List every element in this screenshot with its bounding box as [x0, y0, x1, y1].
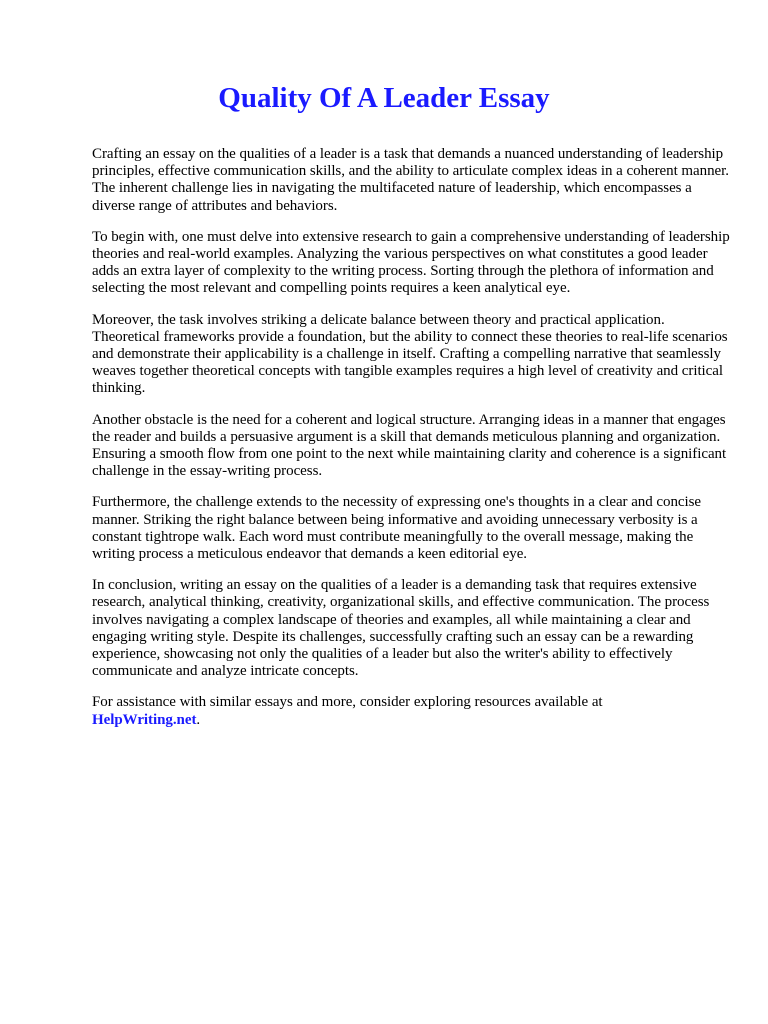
helpwriting-link[interactable]: HelpWriting.net — [92, 711, 197, 728]
closing-text: For assistance with similar essays and more, consider exploring resources available at — [92, 694, 603, 711]
essay-paragraph: Crafting an essay on the qualities of a leader is a task that demands a nuanced understanding of leadership principles, effective communication skills, and the ability to articulate complex ideas in a coherent manner. The inherent challenge lies in navigating the multifaceted nature of leadership, which encompasses a diverse range of attributes and behaviors. — [92, 146, 729, 214]
essay-paragraph: Another obstacle is the need for a coherent and logical structure. Arranging ideas in a manner that engages the reader and builds a persuasive argument is a skill that demands meticulous planning and organization. Ensuring a smooth flow from one point to the next while maintaining clarity and coherence is a significant challenge in the essay-writing process. — [92, 411, 727, 480]
essay-paragraph: To begin with, one must delve into extensive research to gain a comprehensive understanding of leadership theories and real-world examples. Analyzing the various perspectives on what constitutes a good leader adds an extra layer of complexity to the writing process. Sorting through the plethora of information and selecting the most relevant and compelling points requires a keen analytical eye. — [92, 228, 730, 297]
closing-suffix: . — [196, 711, 201, 728]
essay-paragraph: In conclusion, writing an essay on the qualities of a leader is a demanding task that requires extensive research, analytical thinking, creativity, organizational skills, and effective communication. The process involves navigating a complex landscape of theories and examples, all while maintaining a clear and engaging writing style. Despite its challenges, successfully crafting such an essay can be a rewarding experience, showcasing not only the qualities of a leader but also the writer's ability to effectively communicate and analyze intricate concepts. — [92, 577, 710, 680]
essay-paragraph: Furthermore, the challenge extends to the necessity of expressing one's thoughts in a clear and concise manner. Striking the right balance between being informative and avoiding unnecessary verbosity is a constant tightrope walk. Each word must contribute meaningfully to the overall message, making the writing process a meticulous endeavor that demands a keen editorial eye. — [92, 494, 702, 563]
essay-paragraph: Moreover, the task involves striking a delicate balance between theory and practical application. Theoretical frameworks provide a foundation, but the ability to connect these theories to real-life scenarios and demonstrate their applicability is a challenge in itself. Crafting a compelling narrative that seamlessly weaves together theoretical concepts with tangible examples requires a high level of creativity and critical thinking. — [92, 311, 728, 397]
closing-paragraph — [92, 694, 732, 728]
essay-body — [92, 146, 732, 743]
page-title: Quality Of A Leader Essay — [218, 82, 550, 114]
